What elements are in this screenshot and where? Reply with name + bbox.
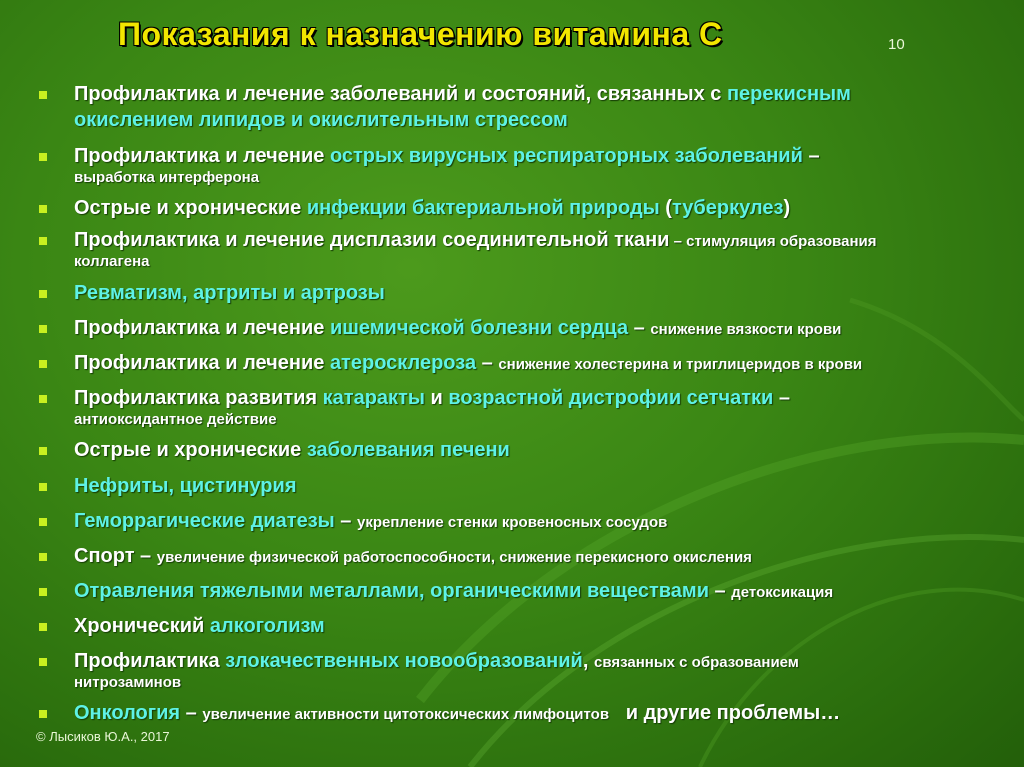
bullet-icon: [39, 290, 47, 298]
list-item: Профилактика злокачественных новообразований, связанных с образованием нитрозаминов: [36, 649, 1011, 692]
bullet-icon: [39, 360, 47, 368]
list-item: Отравления тяжелыми металлами, органическими веществами – детоксикация: [36, 579, 1011, 605]
list-item: Профилактика и лечение острых вирусных респираторных заболеваний – выработка интерферона: [36, 144, 1011, 187]
list-item: Профилактика и лечение дисплазии соединительной ткани – стимуляция образования коллагена: [36, 228, 1011, 271]
bullet-icon: [39, 395, 47, 403]
list-item: Острые и хронические заболевания печени: [36, 438, 1011, 464]
list-item: Онкология – увеличение активности цитотоксических лимфоцитов и другие проблемы…: [36, 701, 1011, 727]
bullet-icon: [39, 447, 47, 455]
bullet-icon: [39, 623, 47, 631]
list-item: Нефриты, цистинурия: [36, 474, 1011, 500]
bullet-icon: [39, 483, 47, 491]
bullet-icon: [39, 153, 47, 161]
page-title: Показания к назначению витамина С: [118, 16, 723, 52]
bullet-icon: [39, 91, 47, 99]
list-item: Острые и хронические инфекции бактериальной природы (туберкулез): [36, 196, 1011, 222]
bullet-icon: [39, 205, 47, 213]
list-item: Геморрагические диатезы – укрепление стенки кровеносных сосудов: [36, 509, 1011, 535]
list-item: Ревматизм, артриты и артрозы: [36, 281, 1011, 307]
list-item: Профилактика развития катаракты и возрастной дистрофии сетчатки – антиоксидантное действие: [36, 386, 1011, 429]
copyright-footer: © Лысиков Ю.А., 2017: [36, 729, 170, 744]
list-item: Профилактика и лечение атеросклероза – снижение холестерина и триглицеридов в крови: [36, 351, 1011, 377]
bullet-icon: [39, 237, 47, 245]
bullet-icon: [39, 325, 47, 333]
bullet-icon: [39, 710, 47, 718]
list-item: Профилактика и лечение ишемической болезни сердца – снижение вязкости крови: [36, 316, 1011, 342]
slide-number: 10: [888, 36, 905, 53]
list-item: Профилактика и лечение заболеваний и состояний, связанных с перекисным окислением липидов и окислительным стрессом: [36, 82, 1011, 134]
bullet-icon: [39, 588, 47, 596]
indications-list: [36, 82, 1011, 727]
list-item: Хронический алкоголизм: [36, 614, 1011, 640]
list-item: Спорт – увеличение физической работоспособности, снижение перекисного окисления: [36, 544, 1011, 570]
bullet-icon: [39, 553, 47, 561]
bullet-icon: [39, 658, 47, 666]
bullet-icon: [39, 518, 47, 526]
